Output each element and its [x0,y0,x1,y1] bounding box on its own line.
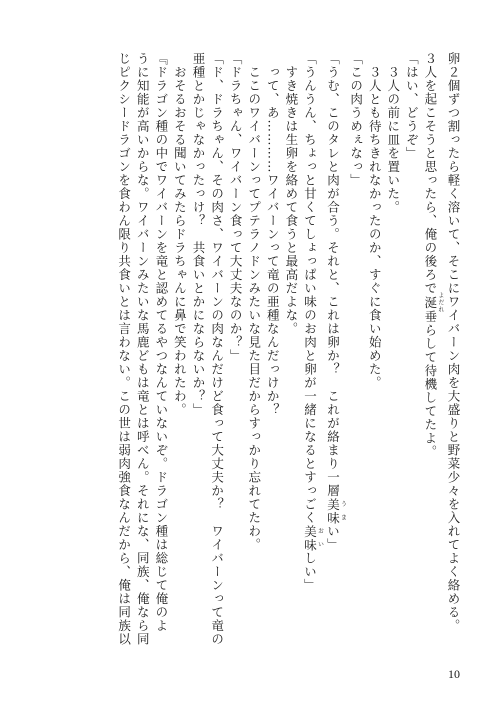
text-segment: ３人とも待ちきれなかったのか、すぐに食い始めた。 [367,52,383,390]
text-segment: ここのワイバーンってプテラノドンみたいな見た目だからすっかり忘れてたわ。 [246,52,262,552]
text-line [420,52,443,650]
ruby-base: 美味 [302,524,318,552]
text-segment: 亜種とかじゃなかったっけ？ 共食いとかにならないか？」 [190,52,206,417]
text-line [443,52,462,650]
text-line [323,52,346,650]
text-segment: 「ドラちゃん、ワイバーン食って大丈夫なのか？」 [228,52,244,363]
text-segment: すき焼きは生卵を絡めて食うと最高だよな。 [283,52,299,336]
text-segment: 「この肉うめぇなっ」 [348,52,364,187]
text-segment: じピクシードラゴンを食わん限り共食いとは言わない。この世は弱肉強食なんだから、俺は同族以 [116,52,132,646]
text-segment: 「はい、どうぞ」 [404,52,420,160]
ruby-annotation [325,497,347,525]
text-line [346,52,365,650]
page-number: 10 [448,667,460,681]
text-line [263,52,282,650]
text-line [281,52,300,650]
text-line [365,52,384,650]
text-line [244,52,263,650]
text-line [402,52,421,650]
text-line [383,52,402,650]
text-segment: うに知能が高いからな。ワイバーンみたいな馬鹿どもは竜とは呼べん。それにな、同族、俺なら同 [135,52,151,646]
ruby-reading: よだれ [436,292,444,313]
text-line [226,52,245,650]
ruby-annotation [422,292,444,313]
text-segment: って、あ…………ワイバーンって竜の亜種なんだっけか？ [265,52,281,417]
text-segment: おそるおそる聞いてみたらドラちゃんに鼻で笑われたわ。 [172,52,188,417]
text-line [207,52,226,650]
ruby-reading: おい [316,524,324,552]
text-line [114,52,133,650]
vertical-body-text [114,52,462,650]
text-segment: い」 [325,524,341,552]
text-segment: 垂らして待機してたよ。 [422,310,438,459]
text-segment: しい」 [302,551,318,592]
ruby-base: 涎 [422,292,438,313]
ruby-base: 美味 [325,497,341,525]
text-segment: 卵２個ずつ割ったら軽く溶いて、そこにワイバーン肉を大盛りと野菜少々を入れてよく絡める。 [446,52,461,633]
text-line [188,52,207,650]
text-segment: 「うんうん、ちょっと甘くてしょっぱい味のお肉と卵が一緒になるとすっごく [302,52,318,525]
text-line [133,52,152,650]
text-segment: ３人の前に皿を置いた。 [385,52,401,214]
text-segment: 『ドラゴン種の中でワイバーンを竜と認めてるやつなんていないぞ。ドラゴン種は総じて俺のよ [153,52,169,633]
text-segment: ３人を起こそうと思ったら、俺の後ろで [422,52,438,295]
ruby-annotation [302,524,324,552]
text-line [170,52,189,650]
ruby-reading: うま [339,497,347,525]
text-line [300,52,323,650]
text-line [151,52,170,650]
text-segment: 「うむ、このタレと肉が合う。それと、これは卵か？ これが絡まり一層 [325,52,341,498]
text-segment: 「ド、ドラちゃん、その肉さ、ワイバーンの肉なんだけど食って大丈夫か？ ワイバーンって竜の [209,52,225,646]
